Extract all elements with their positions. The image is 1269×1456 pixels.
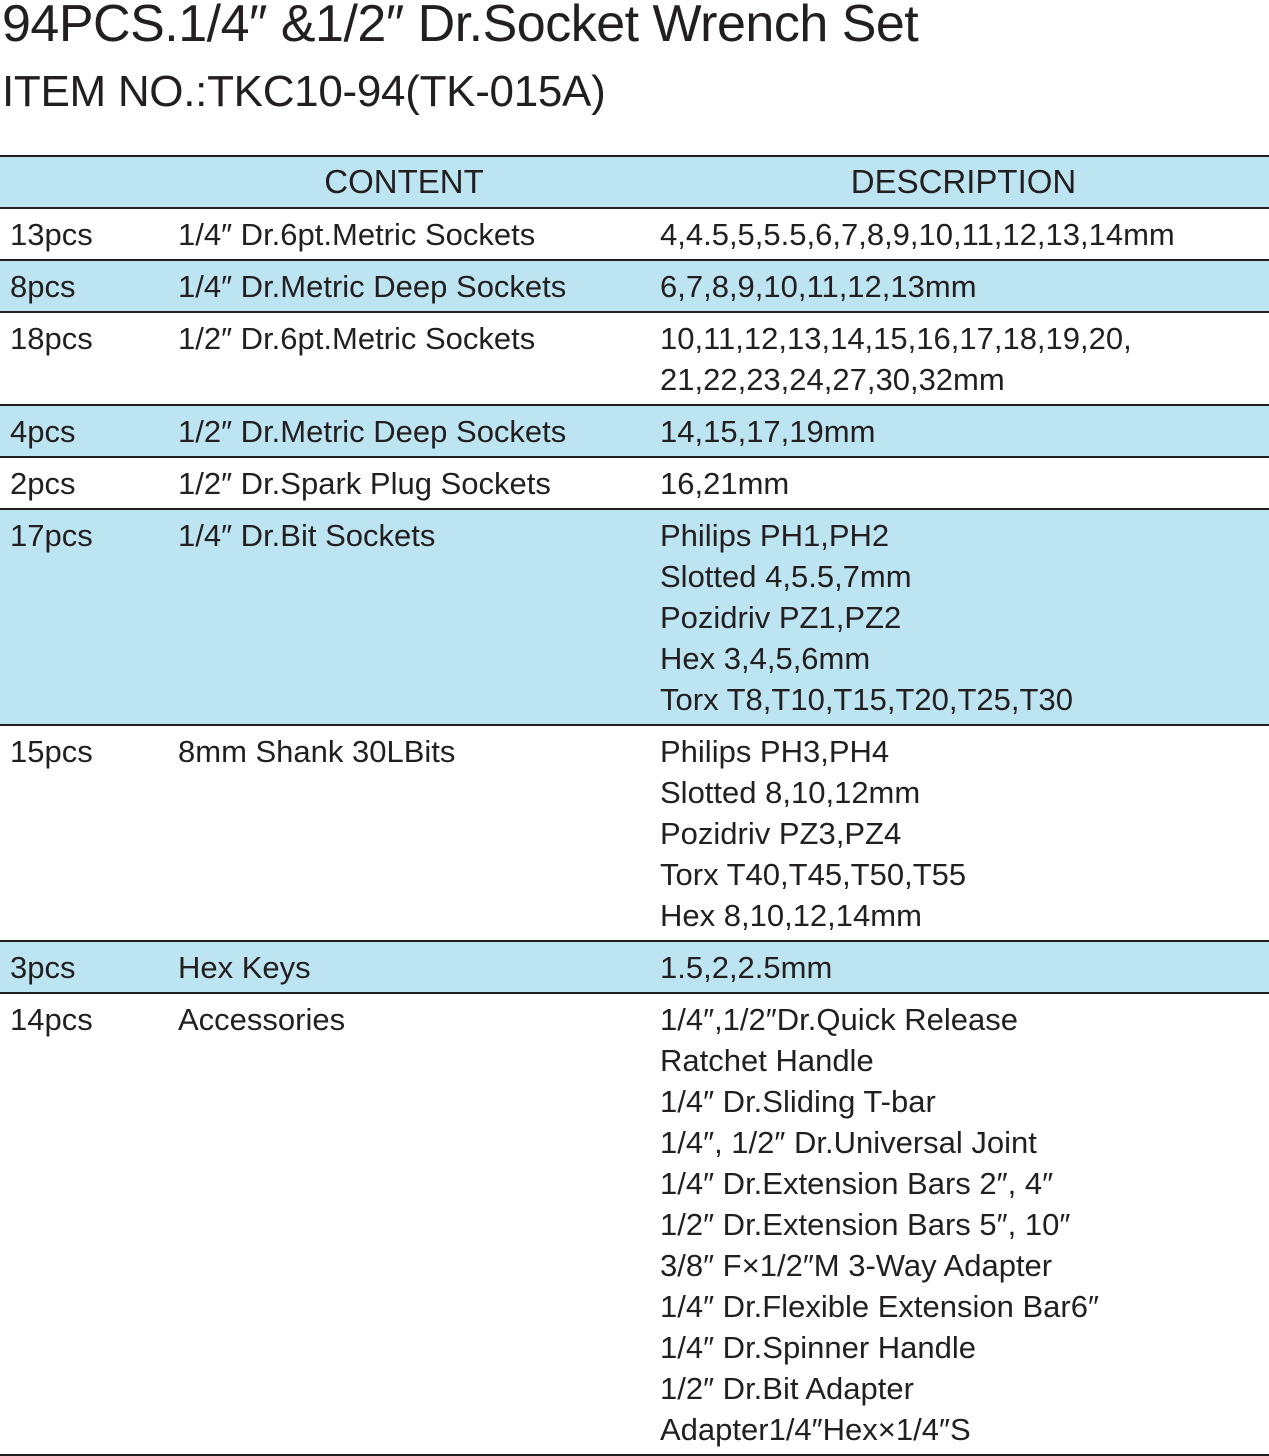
description-line: 6,7,8,9,10,11,12,13mm [660, 269, 977, 304]
description-line: Pozidriv PZ1,PZ2 [660, 600, 902, 635]
description-line: 10,11,12,13,14,15,16,17,18,19,20, [660, 321, 1132, 356]
table-row [0, 260, 1269, 312]
description-line: 1/4″ Dr.Sliding T-bar [660, 1084, 936, 1119]
quantity-cell: 8pcs [0, 260, 176, 312]
quantity-cell: 17pcs [0, 509, 176, 725]
description-column-header: DESCRIPTION [658, 156, 1269, 208]
content-cell: 1/2″ Dr.Metric Deep Sockets [176, 405, 658, 457]
description-line: 21,22,23,24,27,30,32mm [660, 362, 1005, 397]
description-line: Philips PH3,PH4 [660, 734, 890, 769]
description-line: Torx T8,T10,T15,T20,T25,T30 [660, 682, 1073, 717]
content-cell: 1/2″ Dr.6pt.Metric Sockets [178, 321, 536, 356]
content-column-header: CONTENT [0, 156, 658, 208]
content-cell: 8mm Shank 30LBits [178, 734, 456, 769]
description-line: Philips PH1,PH2 [660, 518, 890, 553]
table-row [0, 725, 1269, 941]
table-header-row [0, 156, 1269, 208]
description-line: 16,21mm [660, 466, 790, 501]
table-row [0, 993, 1269, 1455]
description-line: Slotted 4,5.5,7mm [660, 559, 912, 594]
content-cell: 1/4″ Dr.Bit Sockets [176, 509, 658, 725]
content-cell: Accessories [178, 1002, 346, 1037]
content-cell: 1/2″ Dr.Spark Plug Sockets [178, 466, 551, 501]
description-line: 1/4″,1/2″Dr.Quick Release [660, 1002, 1018, 1037]
contents-table [0, 155, 1269, 1456]
description-line: Pozidriv PZ3,PZ4 [660, 816, 902, 851]
description-line: 1/4″ Dr.Flexible Extension Bar6″ [660, 1289, 1099, 1324]
description-line: 4,4.5,5,5.5,6,7,8,9,10,11,12,13,14mm [660, 217, 1175, 252]
description-line: Hex 3,4,5,6mm [660, 641, 871, 676]
content-cell: 1/4″ Dr.6pt.Metric Sockets [178, 217, 536, 252]
description-cell [658, 941, 1269, 993]
table-row [0, 208, 1269, 260]
description-line: Hex 8,10,12,14mm [660, 898, 922, 933]
description-line: 1/4″ Dr.Extension Bars 2″, 4″ [660, 1166, 1054, 1201]
table-row [0, 405, 1269, 457]
description-cell [658, 725, 1269, 941]
quantity-cell: 13pcs [10, 217, 93, 252]
description-cell [658, 509, 1269, 725]
description-line: 1.5,2,2.5mm [660, 950, 833, 985]
page-title: 94PCS.1/4″ &1/2″ Dr.Socket Wrench Set [2, 0, 919, 53]
quantity-cell: 14pcs [10, 1002, 93, 1037]
description-line: Torx T40,T45,T50,T55 [660, 857, 967, 892]
item-number: ITEM NO.:TKC10-94(TK-015A) [2, 67, 606, 116]
content-cell: Hex Keys [176, 941, 658, 993]
table-row [0, 457, 1269, 509]
description-line: 3/8″ F×1/2″M 3-Way Adapter [660, 1248, 1053, 1283]
table-row [0, 941, 1269, 993]
description-cell [658, 208, 1269, 260]
description-line: 1/2″ Dr.Extension Bars 5″, 10″ [660, 1207, 1071, 1242]
table-body [0, 208, 1269, 1455]
description-line: 14,15,17,19mm [660, 414, 876, 449]
description-line: Slotted 8,10,12mm [660, 775, 921, 810]
description-cell [658, 993, 1269, 1455]
description-cell [658, 405, 1269, 457]
description-line: 1/4″, 1/2″ Dr.Universal Joint [660, 1125, 1037, 1160]
table-row [0, 509, 1269, 725]
content-cell: 1/4″ Dr.Metric Deep Sockets [176, 260, 658, 312]
quantity-cell: 15pcs [10, 734, 93, 769]
description-cell [658, 457, 1269, 509]
description-line: Adapter1/4″Hex×1/4″S [660, 1412, 971, 1447]
description-line: 1/4″ Dr.Spinner Handle [660, 1330, 976, 1365]
description-line: Ratchet Handle [660, 1043, 874, 1078]
table-row [0, 312, 1269, 405]
quantity-cell: 18pcs [10, 321, 93, 356]
quantity-cell: 2pcs [10, 466, 76, 501]
description-cell [658, 312, 1269, 405]
description-line: 1/2″ Dr.Bit Adapter [660, 1371, 914, 1406]
quantity-cell: 4pcs [0, 405, 176, 457]
description-cell [658, 260, 1269, 312]
quantity-cell: 3pcs [0, 941, 176, 993]
